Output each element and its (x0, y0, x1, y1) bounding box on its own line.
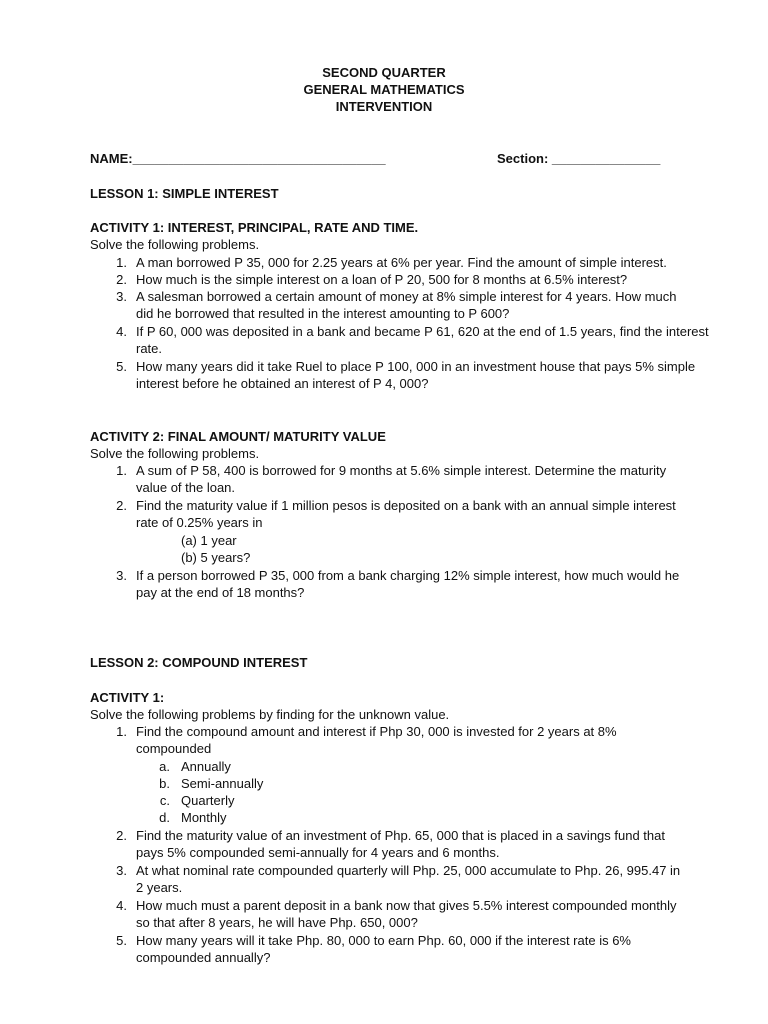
problem-text: Find the maturity value if 1 million pesos is deposited on a bank with an annual simple interest (136, 498, 676, 513)
problem-number: 2. (116, 272, 127, 287)
problem-text: How much is the simple interest on a loan of P 20, 500 for 8 months at 6.5% interest? (136, 272, 628, 287)
problem-text: A man borrowed P 35, 000 for 2.25 years at 6% per year. Find the amount of simple interest. (136, 255, 667, 270)
problem-text: How much must a parent deposit in a bank now that gives 5.5% interest compounded monthly (136, 898, 677, 913)
lesson1-activity2-title: ACTIVITY 2: FINAL AMOUNT/ MATURITY VALUE (90, 429, 386, 444)
problem-text: Find the maturity value of an investment of Php. 65, 000 that is placed in a savings fund that (136, 828, 665, 843)
problem-text: If a person borrowed P 35, 000 from a bank charging 12% simple interest, how much would he (136, 568, 680, 583)
problem-number: 3. (116, 863, 127, 878)
lesson1-activity2-instruction: Solve the following problems. (90, 446, 260, 461)
problem-text-continued: so that after 8 years, he will have Php. 650, 000? (136, 915, 418, 930)
section-field: Section: _______________ (497, 151, 661, 166)
sub-option: Annually (181, 759, 231, 774)
problem-text: How many years will it take Php. 80, 000 to earn Php. 60, 000 if the interest rate is 6% (136, 933, 631, 948)
problem-text: At what nominal rate compounded quarterly will Php. 25, 000 accumulate to Php. 26, 995.47 in (136, 863, 681, 878)
problem-number: 1. (116, 255, 127, 270)
problem-number: 1. (116, 463, 127, 478)
problem-text-continued: pay at the end of 18 months? (136, 585, 305, 600)
header-quarter: SECOND QUARTER (322, 65, 446, 80)
sub-letter: d. (159, 810, 170, 825)
problem-number: 4. (116, 324, 127, 339)
problem-text-continued: interest before he obtained an interest of P 4, 000? (136, 376, 429, 391)
lesson2-activity1-instruction: Solve the following problems by finding for the unknown value. (90, 707, 450, 722)
problem-number: 5. (116, 359, 127, 374)
problem-text-continued: rate of 0.25% years in (136, 515, 263, 530)
lesson2-activity1-title: ACTIVITY 1: (90, 690, 165, 705)
problem-text-continued: pays 5% compounded semi-annually for 4 years and 6 months. (136, 845, 500, 860)
problem-number: 5. (116, 933, 127, 948)
sub-option: Quarterly (181, 793, 235, 808)
problem-text-continued: compounded (136, 741, 212, 756)
sub-letter: a. (159, 759, 170, 774)
lesson2-title: LESSON 2: COMPOUND INTEREST (90, 655, 308, 670)
sub-option: Semi-annually (181, 776, 264, 791)
name-field: NAME:___________________________________ (90, 151, 386, 166)
problem-text-continued: value of the loan. (136, 480, 236, 495)
problem-number: 3. (116, 568, 127, 583)
problem-text-continued: compounded annually? (136, 950, 271, 965)
lesson1-title: LESSON 1: SIMPLE INTEREST (90, 186, 279, 201)
header-intervention: INTERVENTION (335, 99, 433, 114)
header-subject: GENERAL MATHEMATICS (303, 82, 465, 97)
lesson1-activity1-instruction: Solve the following problems. (90, 237, 260, 252)
sub-letter: c. (159, 793, 170, 808)
problem-number: 1. (116, 724, 127, 739)
problem-number: 2. (116, 498, 127, 513)
problem-text: Find the compound amount and interest if Php 30, 000 is invested for 2 years at 8% (136, 724, 617, 739)
problem-number: 4. (116, 898, 127, 913)
problem-text: A salesman borrowed a certain amount of money at 8% simple interest for 4 years. How much (136, 289, 677, 304)
problem-number: 3. (116, 289, 127, 304)
problem-text: If P 60, 000 was deposited in a bank and became P 61, 620 at the end of 1.5 years, find the interest (136, 324, 709, 339)
problem-text-continued: 2 years. (136, 880, 183, 895)
problem-number: 2. (116, 828, 127, 843)
problem-text: How many years did it take Ruel to place P 100, 000 in an investment house that pays 5% simple (136, 359, 696, 374)
problem-text-continued: did he borrowed that resulted in the interest amounting to P 600? (136, 306, 510, 321)
sub-option: (a) 1 year (181, 533, 237, 548)
lesson1-activity1-title: ACTIVITY 1: INTEREST, PRINCIPAL, RATE AND TIME. (90, 220, 419, 235)
problem-text-continued: rate. (136, 341, 163, 356)
sub-option: Monthly (181, 810, 227, 825)
problem-text: A sum of P 58, 400 is borrowed for 9 months at 5.6% simple interest. Determine the maturity (136, 463, 667, 478)
sub-option: (b) 5 years? (181, 550, 251, 565)
sub-letter: b. (159, 776, 170, 791)
